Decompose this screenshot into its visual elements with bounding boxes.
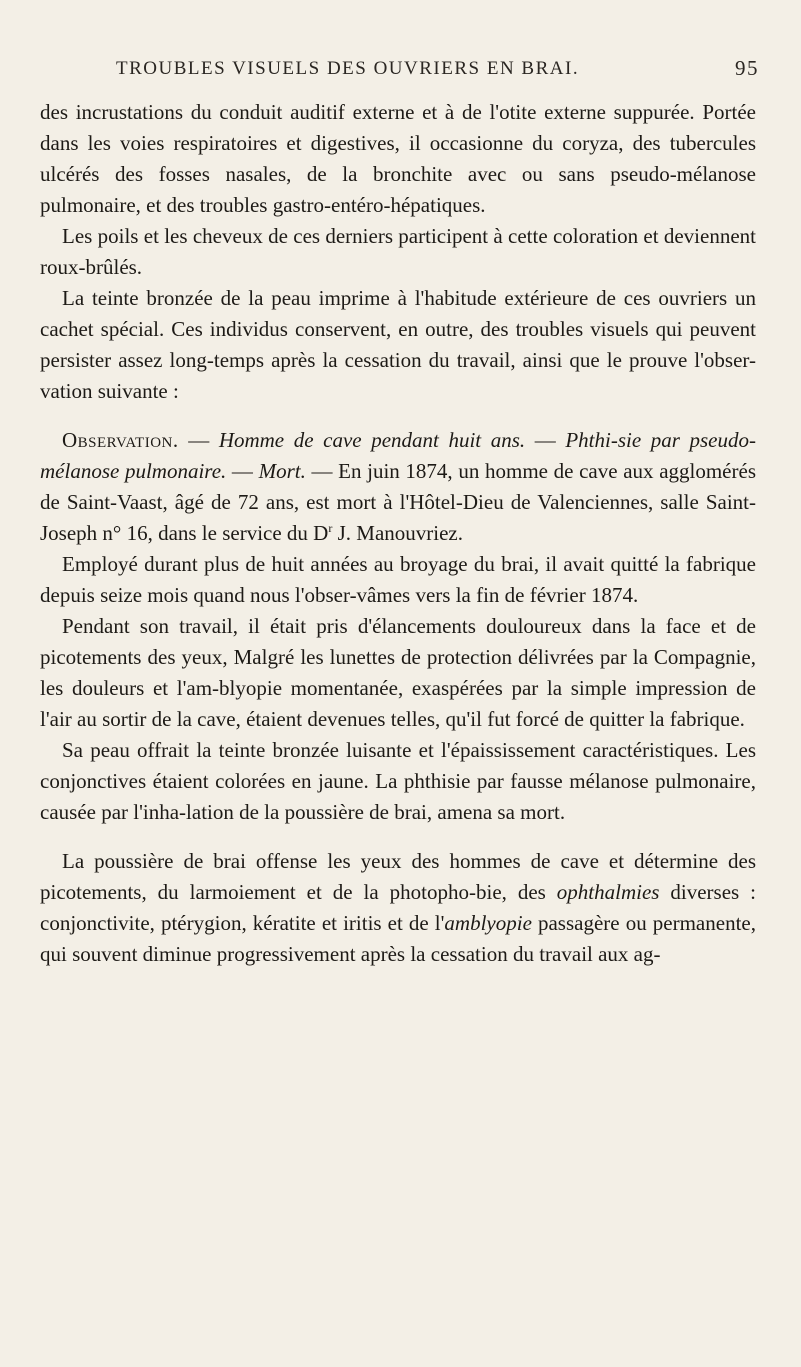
observation-dash-3: —: [226, 459, 259, 483]
paragraph-symptoms: Pendant son travail, il était pris d'élancements douloureux dans la face et de picotements des yeux, Malgré les lunettes de protection délivrées par la Compagnie, les douleurs et l'am-blyopie momentanée, exaspérées par la simple impression de l'air au sortir de la cave, étaient devenues telles, qu'il fut forcé de quitter la fabrique.: [40, 614, 756, 731]
eye-effects-italic-amblyopie: amblyopie: [444, 911, 532, 935]
paragraph-death: Sa peau offrait la teinte bronzée luisante et l'épaississement caractéristiques. Les conjonctives étaient colorées en jaune. La phthisie par fausse mélanose pulmonaire, causée par l'inha-lation de la poussière de brai, amena sa mort.: [40, 738, 756, 824]
body-text: [40, 97, 756, 970]
observation-dash-2: —: [525, 428, 566, 452]
observation-dash-1: —: [178, 428, 219, 452]
page-number: 95: [735, 56, 759, 80]
running-head: [116, 58, 759, 86]
eye-effects-text-1: La poussière de brai offense les yeux des hommes de cave et détermine des picotements, du larmoiement et de la photopho-bie, des: [40, 849, 756, 904]
paragraph-hair-coloration: Les poils et les cheveux de ces derniers participent à cette coloration et deviennent roux-brûlés.: [40, 224, 756, 279]
observation-text: — En juin 1874, un homme de cave aux agglomérés de Saint-Vaast, âgé de 72 ans, est mort à l'Hôtel-Dieu de Valenciennes, salle Saint-Joseph n° 16, dans le service du D: [40, 459, 756, 545]
running-title: TROUBLES VISUELS DES OUVRIERS EN BRAI.: [116, 58, 580, 79]
paragraph-eye-effects: [40, 846, 756, 970]
paragraph-observation: [40, 425, 756, 549]
observation-outcome: Mort.: [258, 459, 306, 483]
paragraph-continuation: des incrustations du conduit auditif externe et à de l'otite externe suppurée. Portée dans les voies respiratoires et digestives, il occasionne du coryza, des tubercules ulcérés des fosses nasales, de la bronchite avec ou sans pseudo-mélanose pulmonaire, et des troubles gastro-entéro-hépatiques.: [40, 100, 756, 217]
paragraph-bronzed-skin: La teinte bronzée de la peau imprime à l'habitude extérieure de ces ouvriers un cachet spécial. Ces individus conservent, en outre, des troubles visuels qui peuvent persister assez long-temps après la cessation du travail, ainsi que le prouve l'obser-vation suivante :: [40, 286, 756, 403]
paragraph-employment: Employé durant plus de huit années au broyage du brai, il avait quitté la fabrique depuis seize mois quand nous l'obser-vâmes vers la fin de février 1874.: [40, 552, 756, 607]
observation-subject: Homme de cave pendant huit ans.: [218, 428, 526, 452]
observation-diagnosis: Phthi-sie par pseudo-mélanose pulmonaire.: [40, 428, 756, 483]
eye-effects-text-2: diverses : conjonctivite, ptérygion, kératite et iritis et de l': [40, 880, 756, 935]
observation-superscript: r: [328, 521, 333, 535]
eye-effects-italic-ophthalmies: ophthalmies: [556, 880, 660, 904]
eye-effects-text-3: passagère ou permanente, qui souvent diminue progressivement après la cessation du travail aux ag-: [40, 911, 756, 966]
observation-text-end: J. Manouvriez.: [332, 521, 463, 545]
observation-label: Observation.: [62, 428, 179, 452]
